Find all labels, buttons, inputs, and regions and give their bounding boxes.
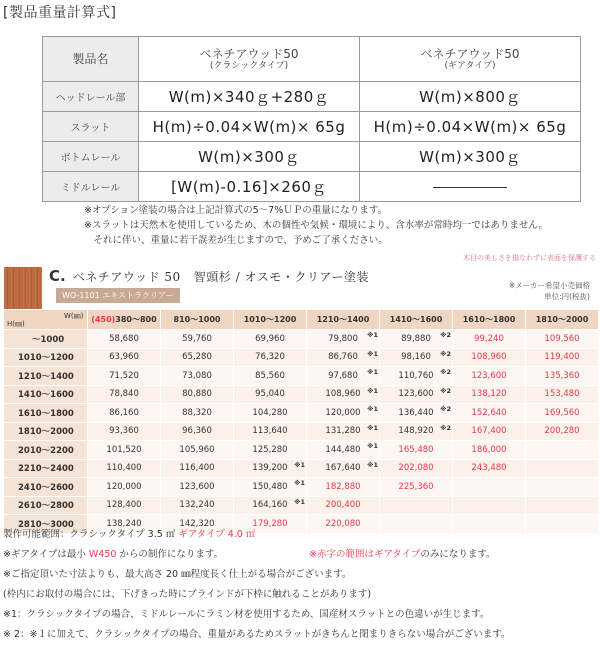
- price-value: 97,680: [328, 370, 358, 381]
- footnote-mark: ※2: [440, 349, 451, 358]
- price-value: 148,920: [398, 426, 434, 437]
- price-cell: [526, 385, 599, 404]
- price-cell-empty: [526, 478, 599, 497]
- price-cell: [161, 404, 234, 423]
- footnote-mark: ※1: [367, 423, 378, 432]
- width-range-label: 1210～1400: [316, 315, 370, 324]
- size-corner-cell: [4, 310, 88, 330]
- price-value: 98,160: [401, 352, 431, 363]
- footnote-mark: ※1: [367, 460, 378, 469]
- price-value: 63,960: [109, 352, 139, 363]
- price-value: 123,600: [179, 481, 215, 492]
- price-cell: [161, 496, 234, 515]
- row-label: ボトムレール: [43, 142, 139, 172]
- price-cell: [161, 348, 234, 367]
- note-line: ※ご指定頂いた寸法よりも、最大高さ 20 ㎜程度長く仕上がる場合がございます。: [3, 569, 352, 580]
- price-cell: [234, 441, 307, 460]
- price-value: 120,000: [325, 407, 361, 418]
- table-row: [4, 330, 599, 349]
- price-value: 144,480: [325, 444, 361, 455]
- price-value: 95,040: [255, 389, 285, 400]
- price-cell: [234, 348, 307, 367]
- price-cell: [161, 330, 234, 349]
- price-cell: [307, 330, 380, 349]
- price-header-row: [4, 310, 599, 330]
- width-column-header: [234, 310, 307, 330]
- product-letter: C.: [49, 267, 66, 285]
- formula-classic: [W(m)-0.16]×260ｇ: [139, 172, 360, 202]
- footnote-mark: ※1: [367, 331, 378, 339]
- price-value: 104,280: [252, 407, 288, 418]
- width-range-label: 1810～2000: [535, 315, 589, 324]
- price-cell: [161, 422, 234, 441]
- price-cell: [88, 404, 161, 423]
- price-cell-empty: [380, 496, 453, 515]
- price-cell: [234, 404, 307, 423]
- footnote-mark: ※1: [367, 368, 378, 376]
- price-cell: [453, 441, 526, 460]
- price-value: 99,240: [474, 333, 504, 344]
- price-cell: [380, 459, 453, 478]
- price-note-line1: ※メーカー希望小売価格: [508, 281, 590, 290]
- price-cell: [161, 367, 234, 386]
- height-range-label: 1610～1800: [4, 404, 88, 423]
- weight-formula-table: [42, 36, 581, 202]
- row-label: スラット: [43, 112, 139, 142]
- footnote-mark: ※1: [294, 460, 305, 469]
- price-cell: [88, 441, 161, 460]
- footnote-mark: ※1: [367, 442, 378, 450]
- price-value: 78,840: [109, 389, 139, 400]
- side-note: 木目の美しさを損なわずに表面を保護する: [463, 254, 596, 262]
- price-value: 110,400: [106, 463, 142, 474]
- price-value: 202,080: [398, 463, 434, 474]
- price-cell: [234, 385, 307, 404]
- footnote-mark: ※1: [367, 386, 378, 395]
- price-cell: [88, 385, 161, 404]
- price-cell-empty: [526, 441, 599, 460]
- price-value: 65,280: [182, 352, 212, 363]
- price-value: 89,880: [401, 333, 431, 344]
- footnote-mark: ※2: [440, 368, 451, 376]
- price-value: 179,280: [252, 518, 288, 529]
- note-line: (枠内にお取付の場合には、下げきった時にブラインドが下枠に触れることがあります): [3, 589, 372, 600]
- formula-classic: W(m)×340ｇ+280ｇ: [139, 82, 360, 112]
- price-cell: [88, 459, 161, 478]
- footnote-mark: ※2: [440, 423, 451, 432]
- table-row: [4, 459, 599, 478]
- table-row: [4, 385, 599, 404]
- price-cell: [453, 348, 526, 367]
- row-label: ヘッドレール部: [43, 82, 139, 112]
- price-cell: [380, 367, 453, 386]
- bottom-notes: [3, 525, 600, 645]
- price-value: 200,400: [325, 500, 361, 511]
- price-cell: [307, 441, 380, 460]
- width-label: W(㎜): [64, 312, 84, 320]
- price-cell: [453, 330, 526, 349]
- price-cell: [526, 348, 599, 367]
- price-value: 123,600: [471, 370, 507, 381]
- price-value: 138,240: [106, 518, 142, 529]
- note-line: ※1：クラシックタイプの場合、ミドルレールにラミン材を使用するため、国産材スラットとの色違いが生じます。: [3, 609, 490, 620]
- price-value: 169,560: [544, 407, 580, 418]
- gear-min-value: W450: [88, 549, 117, 560]
- price-value: 73,080: [182, 370, 212, 381]
- product-heading: [49, 266, 369, 285]
- price-cell: [453, 422, 526, 441]
- table-row: [4, 441, 599, 460]
- width-range-label: 1410～1600: [389, 315, 443, 324]
- price-value: 58,680: [109, 333, 139, 344]
- price-value: 69,960: [255, 333, 285, 344]
- price-note: [509, 280, 590, 302]
- price-value: 105,960: [179, 444, 215, 455]
- min-width-prefix: (450): [91, 315, 116, 324]
- price-value: 165,480: [398, 444, 434, 455]
- height-range-label: 2010～2200: [4, 441, 88, 460]
- price-cell: [88, 496, 161, 515]
- price-cell: [453, 367, 526, 386]
- price-cell: [380, 330, 453, 349]
- note-line: ※オプション塗装の場合は上記計算式の5～7%ＵＰの重量になります。: [84, 205, 387, 216]
- price-value: 243,480: [471, 463, 507, 474]
- classic-type-header: ベネチアウッド50 (クラシックタイプ): [139, 37, 360, 82]
- note-line: ※スラットは天然木を使用しているため、木の個性や気候・環境により、含水率が常時均一ではありません。: [84, 220, 548, 231]
- price-cell-empty: [453, 496, 526, 515]
- footnote-mark: ※1: [367, 405, 378, 413]
- price-value: 119,400: [544, 352, 580, 363]
- width-column-header: [88, 310, 161, 330]
- price-cell: [380, 404, 453, 423]
- price-cell: [453, 459, 526, 478]
- gear-min-suffix: からの制作になります。: [116, 549, 224, 560]
- formula-gear: W(m)×800ｇ: [360, 82, 581, 112]
- price-value: 152,640: [471, 407, 507, 418]
- price-cell: [307, 385, 380, 404]
- price-value: 79,800: [328, 333, 358, 344]
- width-range-label: 380～800: [115, 315, 157, 324]
- price-cell: [234, 496, 307, 515]
- width-range-label: 1010～1200: [243, 315, 297, 324]
- width-range-label: 1610～1800: [462, 315, 516, 324]
- price-cell: [88, 330, 161, 349]
- table-row: [4, 422, 599, 441]
- price-cell: [307, 367, 380, 386]
- table-row: [4, 367, 599, 386]
- price-value: 150,480: [252, 481, 288, 492]
- price-value: 142,320: [179, 518, 215, 529]
- price-value: 139,200: [252, 463, 288, 474]
- price-value: 93,360: [109, 426, 139, 437]
- width-column-header: [161, 310, 234, 330]
- table-row: [43, 142, 581, 172]
- price-value: 131,280: [325, 426, 361, 437]
- price-cell: [161, 441, 234, 460]
- wood-color-swatch: [4, 267, 42, 309]
- price-cell: [307, 478, 380, 497]
- table-row: [43, 112, 581, 142]
- price-value: 86,160: [109, 407, 139, 418]
- price-cell: [307, 422, 380, 441]
- height-label: H(㎜): [7, 320, 25, 328]
- formula-gear: W(m)×300ｇ: [360, 142, 581, 172]
- table-row: [4, 478, 599, 497]
- height-range-label: 2610～2800: [4, 496, 88, 515]
- formula-classic: W(m)×300ｇ: [139, 142, 360, 172]
- height-range-label: 1410～1600: [4, 385, 88, 404]
- price-cell: [88, 348, 161, 367]
- height-range-label: 2210～2400: [4, 459, 88, 478]
- price-value: 225,360: [398, 481, 434, 492]
- price-value: 80,880: [182, 389, 212, 400]
- height-range-label: 1810～2000: [4, 422, 88, 441]
- price-cell-empty: [453, 478, 526, 497]
- price-value: 120,000: [106, 481, 142, 492]
- table-row: [43, 172, 581, 202]
- price-cell-empty: [526, 459, 599, 478]
- dash-divider: [433, 187, 507, 188]
- table-row: [4, 404, 599, 423]
- price-cell: [526, 330, 599, 349]
- height-range-label: 1210～1400: [4, 367, 88, 386]
- price-value: 109,560: [544, 333, 580, 344]
- footnote-mark: ※1: [294, 497, 305, 506]
- price-cell: [380, 441, 453, 460]
- price-cell: [307, 496, 380, 515]
- width-column-header: [380, 310, 453, 330]
- red-note-suffix: のみになります。: [420, 549, 496, 560]
- width-column-header: [307, 310, 380, 330]
- price-cell: [234, 330, 307, 349]
- note-line: ※ 2：※１に加えて、クラシックタイプの場合、重量があるためスラットがきちんと閉まりきらない場合がございます。: [3, 629, 511, 640]
- price-cell: [453, 404, 526, 423]
- formula-classic: H(m)÷0.04×W(m)× 65g: [139, 112, 360, 142]
- price-value: 76,320: [255, 352, 285, 363]
- price-value: 132,240: [179, 500, 215, 511]
- price-value: 167,640: [325, 463, 361, 474]
- price-value: 128,400: [106, 500, 142, 511]
- price-value: 108,960: [325, 389, 361, 400]
- price-value: 110,760: [398, 370, 434, 381]
- price-value: 186,000: [471, 444, 507, 455]
- footnote-mark: ※2: [440, 331, 451, 339]
- table-row: [43, 82, 581, 112]
- price-cell: [234, 478, 307, 497]
- table-row: [4, 496, 599, 515]
- price-value: 71,520: [109, 370, 139, 381]
- range-text: 製作可能範囲：クラシックタイプ 3.5 ㎡: [3, 529, 179, 540]
- price-value: 85,560: [255, 370, 285, 381]
- price-cell: [380, 348, 453, 367]
- red-note-red: ※赤字の範囲はギアタイプ: [309, 549, 421, 560]
- price-value: 86,760: [328, 352, 358, 363]
- price-value: 167,400: [471, 426, 507, 437]
- price-cell: [161, 459, 234, 478]
- price-value: 135,360: [544, 370, 580, 381]
- price-cell: [234, 367, 307, 386]
- price-cell: [526, 367, 599, 386]
- price-cell: [234, 422, 307, 441]
- price-cell: [453, 385, 526, 404]
- price-cell: [380, 422, 453, 441]
- price-value: 153,480: [544, 389, 580, 400]
- price-note-line2: 単位:円(税抜): [544, 292, 590, 301]
- price-cell: [307, 348, 380, 367]
- price-value: 116,400: [179, 463, 215, 474]
- formula-gear: H(m)÷0.04×W(m)× 65g: [360, 112, 581, 142]
- note-line: それに伴い、重量に若干誤差が生じますので、予めご了承ください。: [84, 235, 388, 246]
- note-line: [3, 525, 600, 545]
- height-range-label: ～1000: [4, 330, 88, 349]
- price-cell: [526, 422, 599, 441]
- height-range-label: 2810～3000: [4, 515, 88, 534]
- footnote-mark: ※2: [440, 386, 451, 395]
- weight-notes: [84, 203, 600, 248]
- red-range-note: [309, 545, 496, 565]
- gear-min-prefix: ※ギアタイプは最小: [3, 549, 89, 560]
- price-value: 101,520: [106, 444, 142, 455]
- gear-type-header: ベネチアウッド50 (ギアタイプ): [360, 37, 581, 82]
- footnote-mark: ※2: [440, 405, 451, 413]
- price-cell-empty: [526, 496, 599, 515]
- price-cell: [380, 385, 453, 404]
- price-cell: [307, 459, 380, 478]
- height-range-label: 1010～1200: [4, 348, 88, 367]
- row-label: ミドルレール: [43, 172, 139, 202]
- product-name-header: 製品名: [43, 37, 139, 82]
- price-cell: [526, 404, 599, 423]
- width-column-header: [453, 310, 526, 330]
- price-value: 220,080: [325, 518, 361, 529]
- price-value: 96,360: [182, 426, 212, 437]
- price-cell: [307, 404, 380, 423]
- width-range-label: 810～1000: [173, 315, 221, 324]
- price-cell: [234, 459, 307, 478]
- price-value: 125,280: [252, 444, 288, 455]
- footnote-mark: ※1: [294, 479, 305, 487]
- price-value: 108,960: [471, 352, 507, 363]
- footnote-mark: ※1: [367, 349, 378, 358]
- price-cell: [88, 478, 161, 497]
- price-cell: [161, 478, 234, 497]
- price-table: [3, 309, 599, 534]
- price-cell: [161, 385, 234, 404]
- price-value: 123,600: [398, 389, 434, 400]
- price-cell: [88, 367, 161, 386]
- color-code-badge: WO-1101 エキストラクリアー: [56, 288, 180, 303]
- price-cell: [88, 422, 161, 441]
- formula-gear-empty: [360, 172, 581, 202]
- width-column-header: [526, 310, 599, 330]
- price-value: 59,760: [182, 333, 212, 344]
- price-value: 182,880: [325, 481, 361, 492]
- range-gear-text: ギアタイプ 4.0 ㎡: [178, 529, 256, 540]
- price-value: 138,120: [471, 389, 507, 400]
- price-value: 136,440: [398, 407, 434, 418]
- price-value: 200,280: [544, 426, 580, 437]
- price-value: 88,320: [182, 407, 212, 418]
- price-value: 113,640: [252, 426, 288, 437]
- product-description: 智頭杉 / オスモ・クリアー塗装: [193, 270, 369, 284]
- price-value: 164,160: [252, 500, 288, 511]
- price-cell: [380, 478, 453, 497]
- section-title: [製品重量計算式]: [3, 5, 117, 21]
- table-row: [4, 348, 599, 367]
- height-range-label: 2410～2600: [4, 478, 88, 497]
- note-line: [3, 545, 600, 565]
- product-name: ベネチアウッド 50: [72, 270, 181, 284]
